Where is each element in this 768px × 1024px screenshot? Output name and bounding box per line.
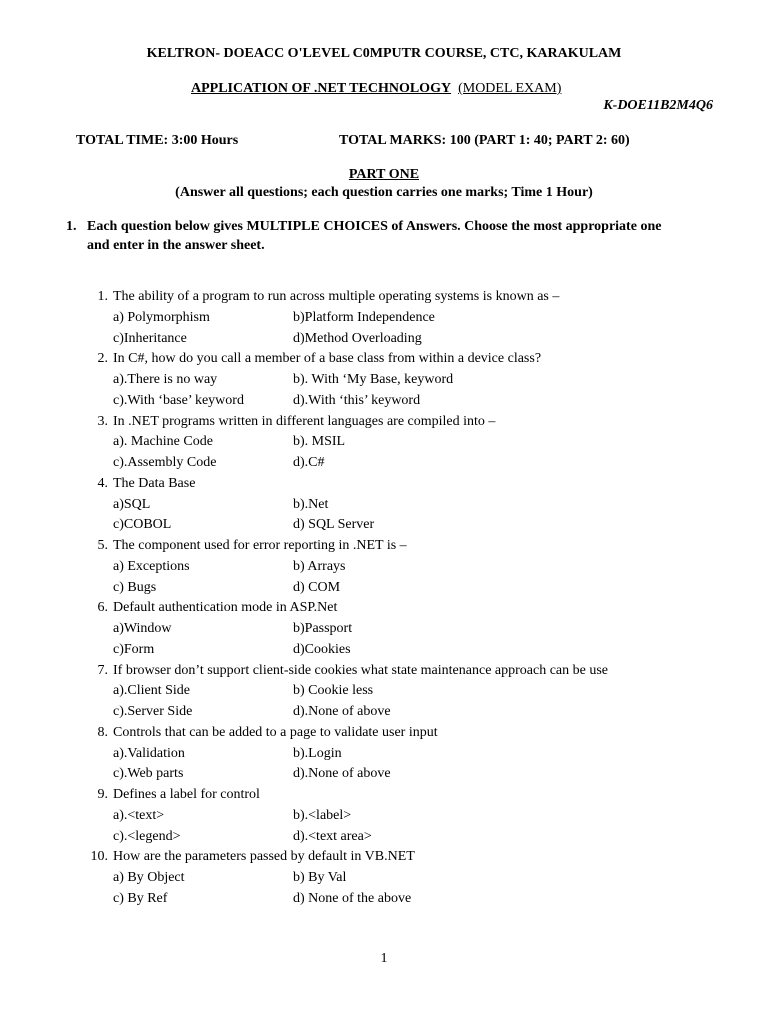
option-b: b)Passport: [293, 621, 353, 636]
option-b: b).Net: [293, 496, 329, 512]
question-number: 8.: [97, 724, 108, 740]
option-d: d).With ‘this’ keyword: [293, 392, 421, 408]
option-d: d).None of above: [293, 704, 391, 719]
question-text: If browser don’t support client-side cookies what state maintenance approach can be use: [113, 662, 609, 678]
question-number: 1.: [97, 289, 108, 304]
question-number: 7.: [97, 662, 108, 678]
option-c: c)COBOL: [113, 517, 172, 533]
option-d: d).None of above: [293, 766, 391, 782]
option-c: c)Form: [113, 641, 155, 657]
question-number: 6.: [97, 600, 108, 616]
question-text: The component used for error reporting in .NET is –: [113, 538, 407, 553]
option-a: a) Exceptions: [113, 558, 190, 574]
option-d: d) COM: [293, 579, 341, 595]
option-a: a)Window: [113, 621, 172, 636]
part-note: (Answer all questions; each question carries one marks; Time 1 Hour): [175, 185, 593, 200]
option-c: c) Bugs: [113, 579, 157, 595]
option-a: a).Validation: [113, 745, 185, 761]
question-text: Default authentication mode in ASP.Net: [113, 600, 338, 616]
question-text: The Data Base: [113, 475, 196, 491]
option-a: a). Machine Code: [113, 434, 213, 450]
option-a: a).<text>: [113, 807, 165, 823]
question-number: 4.: [97, 475, 108, 491]
exam-type: (MODEL EXAM): [458, 81, 562, 96]
part-title: PART ONE: [348, 167, 420, 182]
total-marks: TOTAL MARKS: 100 (PART 1: 40; PART 2: 60): [339, 133, 630, 148]
option-b: b) By Val: [293, 870, 347, 885]
question-text: In C#, how do you call a member of a base class from within a device class?: [113, 351, 542, 367]
exam-code: K-DOE11B2M4Q6: [603, 98, 713, 113]
total-time: TOTAL TIME: 3:00 Hours: [76, 133, 239, 148]
option-a: a) By Object: [113, 870, 185, 885]
option-d: d).C#: [293, 455, 325, 470]
question-number: 10.: [90, 849, 108, 865]
option-c: c).With ‘base’ keyword: [113, 392, 244, 408]
option-c: c) By Ref: [113, 890, 168, 906]
question-number: 9.: [97, 787, 108, 802]
option-b: b) Cookie less: [293, 683, 374, 699]
option-b: b)Platform Independence: [293, 309, 435, 325]
subject-title: APPLICATION OF .NET TECHNOLOGY: [191, 81, 452, 96]
section-instruction-line2: and enter in the answer sheet.: [87, 238, 265, 253]
option-a: a).There is no way: [113, 372, 218, 387]
option-a: a) Polymorphism: [113, 309, 210, 325]
question-text: How are the parameters passed by default in VB.NET: [113, 849, 415, 865]
option-b: b). With ‘My Base, keyword: [293, 372, 454, 387]
question-text: Defines a label for control: [113, 787, 260, 802]
question-number: 5.: [97, 538, 108, 553]
subject-line: [191, 81, 561, 97]
option-a: a)SQL: [113, 496, 151, 512]
option-c: c).<legend>: [113, 828, 181, 844]
option-c: c).Web parts: [113, 766, 184, 782]
question-text: In .NET programs written in different languages are compiled into –: [113, 413, 496, 429]
option-b: b). MSIL: [293, 434, 346, 450]
option-b: b).Login: [293, 745, 342, 761]
option-b: b).<label>: [293, 807, 352, 823]
section-number: 1.: [66, 219, 77, 234]
institute-title: KELTRON- DOEACC O'LEVEL C0MPUTR COURSE, CTC, KARAKULAM: [146, 46, 622, 61]
question-number: 2.: [97, 351, 108, 367]
option-d: d) SQL Server: [293, 517, 375, 533]
option-d: d)Cookies: [293, 641, 351, 657]
option-d: d)Method Overloading: [293, 330, 422, 346]
option-d: d).<text area>: [293, 828, 372, 844]
option-d: d) None of the above: [293, 890, 412, 906]
option-c: c).Assembly Code: [113, 455, 217, 470]
option-c: c)Inheritance: [113, 330, 187, 346]
option-b: b) Arrays: [293, 558, 346, 574]
section-instruction-line1: Each question below gives MULTIPLE CHOICES of Answers. Choose the most appropriate one: [87, 219, 662, 234]
question-text: Controls that can be added to a page to validate user input: [113, 724, 438, 740]
option-a: a).Client Side: [113, 683, 190, 699]
question-number: 3.: [97, 413, 108, 429]
page-number: 1: [380, 951, 388, 966]
option-c: c).Server Side: [113, 704, 193, 719]
question-text: The ability of a program to run across multiple operating systems is known as –: [113, 289, 560, 304]
